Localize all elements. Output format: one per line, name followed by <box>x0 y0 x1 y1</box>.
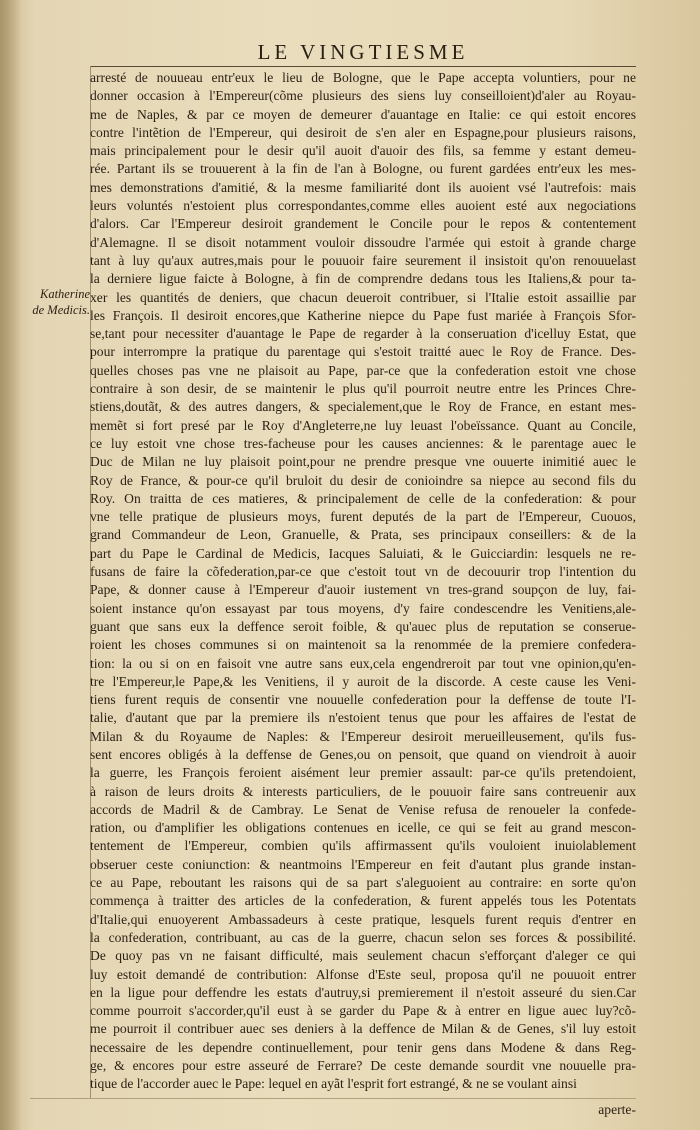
text-line: tentement de l'Empereur, combien qu'ils affirmassent qu'ils vouloient inuiolablement <box>90 838 636 854</box>
text-line: tre l'Empereur,le Pape,& les Venitiens, il y auroit de la discorde. A ceste cause les Veni- <box>90 673 636 689</box>
text-line: memẽt si fort presé par le Roy d'Angleterre,ne luy leuast l'obeïssance. Quant au Concile, <box>90 417 636 433</box>
marginal-note <box>28 286 90 318</box>
text-line: d'Alemagne. Il se disoit notamment vouloir dissoudre l'armée qui estoit à grande charge <box>90 234 636 250</box>
text-line: ce au Pape, reboutant les raisons qui de sa part s'aleguoient au contraire: en sorte qu'on <box>90 875 636 891</box>
marginal-note-line: de Medicis. <box>32 303 90 317</box>
gutter-shadow <box>0 0 22 1130</box>
text-line: ration, ou d'amplifier les obligations contenues en icelle, ce qui se feit au grand mescon- <box>90 820 636 836</box>
text-line: part du Pape le Cardinal de Medicis, Iacques Saluiati, & le Guicciardin: lesquels ne re- <box>90 545 636 561</box>
text-line: Roy. On traitta de ces matieres, & principalement de celle de la confederation: & pour <box>90 490 636 506</box>
text-line: quelles choses pas vne ne plaisoit au Pape, par-ce que la confederation estoit vne chose <box>90 362 636 378</box>
text-line: contraire à son desir, de se maintenir le plus qu'il pourroit neutre entre les Princes Chre- <box>90 381 636 397</box>
running-head: LE VINGTIESME <box>257 40 469 64</box>
text-line: mais principalement pour le desir qu'il auoit d'auoir des fils, sa femme y estant demeu- <box>90 143 636 159</box>
text-line: necessaire de les dependre continuellement, pour tenir gens dans Modene & dans Reg- <box>90 1039 636 1055</box>
text-line: Pape, & donner cause à l'Empereur d'auoir iustement vn tres-grand soupçon de luy, fai- <box>90 582 636 598</box>
text-line: commença à traitter des articles de la confederation, & furent appelés tous les Potentats <box>90 893 636 909</box>
text-line: en la ligue pour deffendre les estats d'autruy,si premierement il n'estoit asseuré du sien.Car <box>90 984 636 1000</box>
text-line: rée. Partant ils se trouuerent à la fin de l'an à Bologne, ou furent gardées entr'eux les mes- <box>90 161 636 177</box>
text-line: ge, & encores pour estre asseuré de Ferrare? De ceste demande sourdit vne nouuelle pra- <box>90 1058 636 1074</box>
text-line: la confederation, contribuant, au cas de la guerre, chacun selon ses forces & possibilité. <box>90 929 636 945</box>
text-line: tiens furent requis de consentir vne nouuelle confederation pour la deffense de toute l'I- <box>90 692 636 708</box>
text-line: ce luy estoit vne chose tres-facheuse pour les causes anciennes: & le parentage auec le <box>90 435 636 451</box>
text-line: sent encores obligés à la deffense de Genes,ou on pensoit, que quand on viendroit à auoir <box>90 746 636 762</box>
text-line: contre l'intẽtion de l'Empereur, qui desiroit de s'en aler en Espagne,pour plusieurs raisons, <box>90 124 636 140</box>
text-line: d'Italie,qui enuoyerent Ambassadeurs à ceste pratique, lesquels furent requis d'entrer en <box>90 911 636 927</box>
catchword: aperte- <box>598 1102 636 1117</box>
text-line: la guerre, les François feroient aisément leur premier assault: par-ce qu'ils pretendoient, <box>90 765 636 781</box>
text-line: me de Naples, & par ce moyen de demeurer d'auantage en Italie: ce qui estoit encores <box>90 106 636 122</box>
text-line: roient les choses communes si on maintenoit sa la renommée de la premiere confedera- <box>90 637 636 653</box>
text-line: tion: la ou si on en faisoit vne autre sans eux,cela engendreroit par tout vne opinion,qu'en- <box>90 655 636 671</box>
text-line: donner occasion à l'Empereur(cõme plusieurs des siens luy conseilloient)d'aler au Royau- <box>90 88 636 104</box>
text-line: obseruer ceste coniunction: & neantmoins l'Empereur en feit d'autant plus grande instan- <box>90 856 636 872</box>
text-line: luy estoit demandé de contribution: Alfonse d'Este seul, proposa qu'il ne pouuoit entrer <box>90 966 636 982</box>
text-line: à raison de leurs droits & interests particuliers, de le pouuoir faire sans contreuenir aux <box>90 783 636 799</box>
marginal-note-line: Katherine <box>40 287 90 301</box>
text-line: accords de Madril & de Cambray. Le Senat de Venise refusa de renoueler la confede- <box>90 801 636 817</box>
text-line: stiens,doutãt, & des autres dangers, & specialement,que le Roy de France, en estant mes- <box>90 399 636 415</box>
text-line: la derniere ligue faicte à Bologne, à fin de comprendre dedans tous les Italiens,& pour ta- <box>90 271 636 287</box>
text-line: pour interrompre la pratique du parentage qui s'estoit traitté auec le Roy de France. Des- <box>90 344 636 360</box>
text-line: vne telle pratique de plusieurs moys, furent deputés de la part de l'Empereur, Cuouos, <box>90 509 636 525</box>
text-line: De quoy pas vn ne faisant difficulté, mais seulement chacun s'efforçant d'aleger ce qui <box>90 948 636 964</box>
text-line: tant à luy qu'aux autres,mais pour le pouuoir faire seurement il insistoit qu'on renouuelast <box>90 252 636 268</box>
text-line: les François. Il desiroit encores,que Katherine niepce du Pape fust mariée à François Sfor- <box>90 307 636 323</box>
text-line: talie, d'autant que par la premiere ils n'estoient tenus que pour les affaires de l'estat de <box>90 710 636 726</box>
text-line: d'alors. Car l'Empereur desiroit grandement le Concile pour le repos & contentement <box>90 216 636 232</box>
text-line: xer les quantités de deniers, que chacun deueroit contribuer, si l'Italie estoit assaillie par <box>90 289 636 305</box>
text-line: leurs voluntés n'estoient plus correspondantes,comme elles auoient esté aux negociations <box>90 198 636 214</box>
header-rule <box>90 66 636 67</box>
footer-rule <box>30 1098 636 1099</box>
text-line: se,tant pour necessiter d'auantage le Pape de regarder à la conseruation d'icelluy Estat, que <box>90 326 636 342</box>
text-line: fusans de faire la cõfederation,par-ce que c'estoit tout vn de decouurir trop l'intention du <box>90 564 636 580</box>
text-line: arresté de nouueau entr'eux le lieu de Bologne, que le Pape accepta voluntiers, pour ne <box>90 70 636 85</box>
text-line: me pourroit il contribuer auec ses deniers à la deffence de Milan & de Genes, s'il luy estoit <box>90 1021 636 1037</box>
text-line: Milan & du Royaume de Naples: & l'Empereur desiroit merueilleusement, qu'ils fus- <box>90 728 636 744</box>
text-line: Duc de Milan ne luy plaisoit point,pour ne prendre presque vne ouuerte inimitié auec le <box>90 454 636 470</box>
text-line: soient instance qu'on essayast par tous moyens, d'y faire condescendre les Venitiens,ale- <box>90 600 636 616</box>
text-line: grand Commandeur de Leon, Granuelle, & Prata, ses principaux conseillers: & de la <box>90 527 636 543</box>
text-line: mes demonstrations d'amitié, & la mesme familiarité dont ils auoient vsé l'autrefois: mais <box>90 179 636 195</box>
text-line: guant que sans eux la deffence seroit foible, & qu'auec plus de reputation se conserue- <box>90 618 636 634</box>
text-line: Roy de France, & pour-ce qu'il bruloit du desir de conioindre sa niepce au second fils du <box>90 472 636 488</box>
body-text <box>90 69 636 1094</box>
text-line: tique de l'accorder auec le Pape: lequel en ayãt l'esprit fort estrangé, & ne se voulant ainsi <box>90 1076 577 1092</box>
text-line: comme pourroit s'accorder,qu'il eust à se garder du Pape & à entrer en ligue auec luy?cõ- <box>90 1003 636 1019</box>
